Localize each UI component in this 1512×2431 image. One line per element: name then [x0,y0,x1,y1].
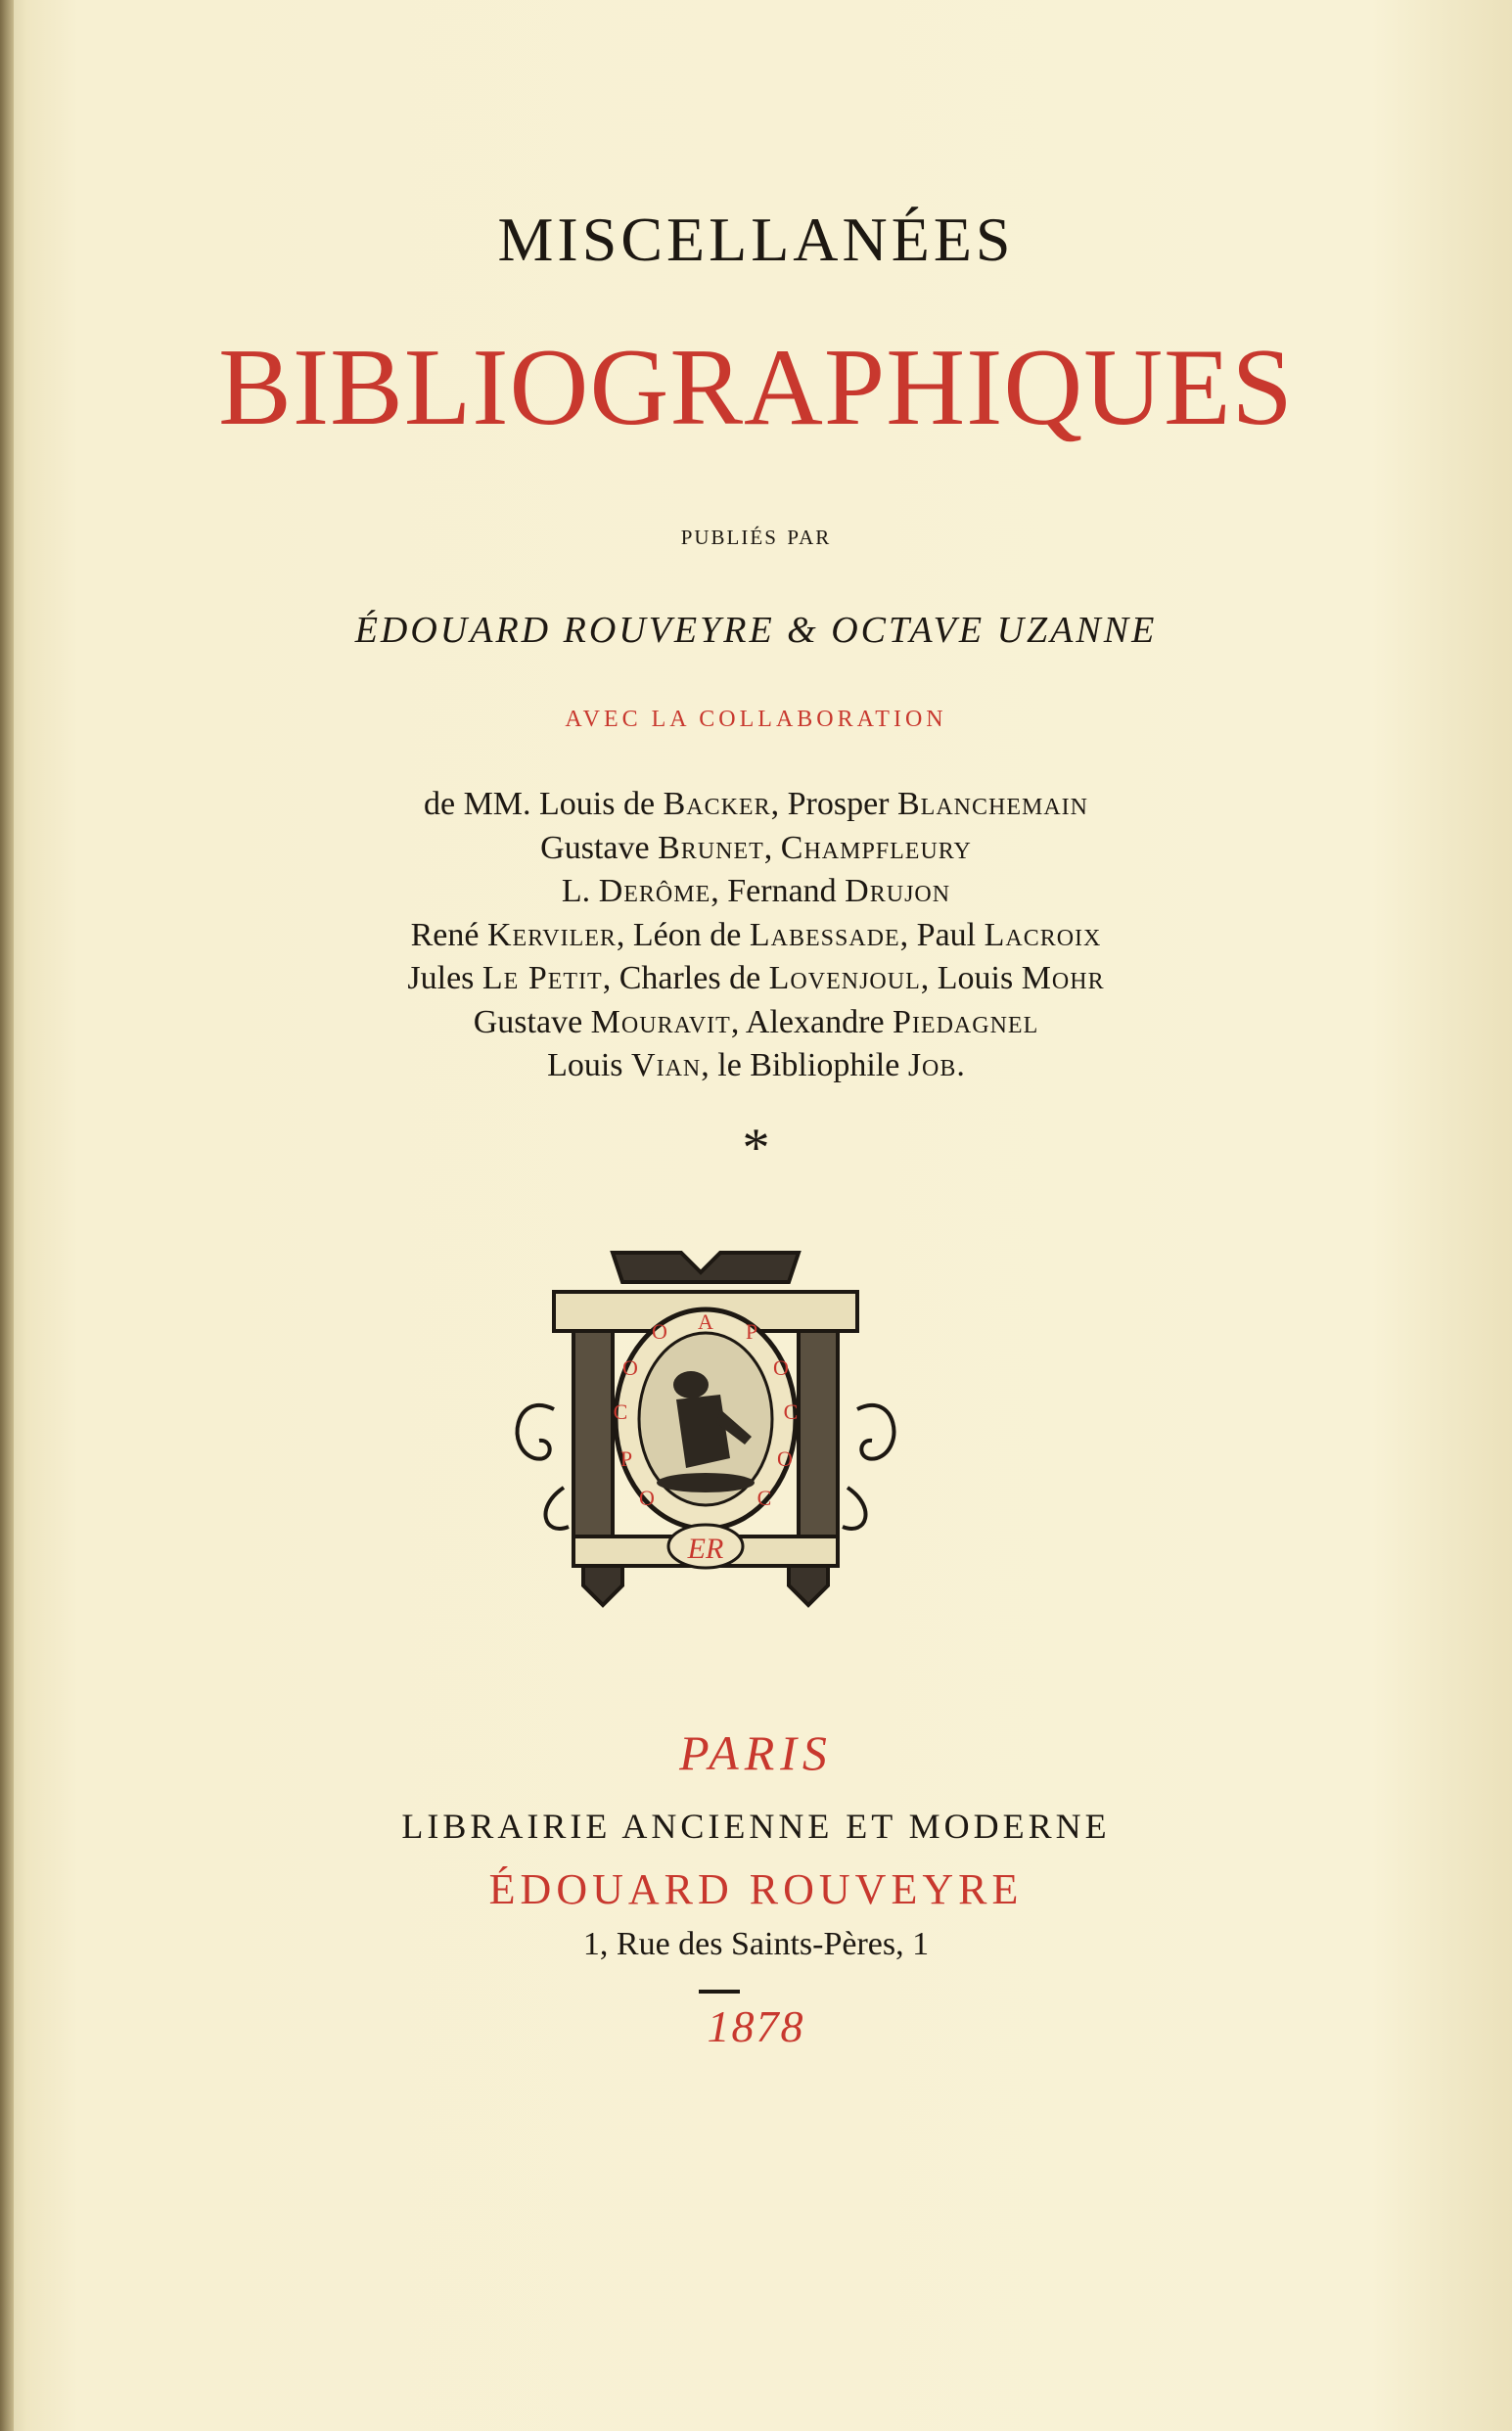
imprint-address: 1, Rue des Saints-Pères, 1 [582,1926,930,1962]
imprint-publisher: ÉDOUARD ROUVEYRE [488,1865,1024,1913]
editors: ÉDOUARD ROUVEYRE & OCTAVE UZANNE [354,610,1158,651]
collaboration-label: AVEC LA COLLABORATION [565,707,947,732]
contributor-line [0,957,1512,1001]
contributor-text: , Prosper [770,786,897,822]
published-by: publiés par [680,519,832,551]
contributor-surname: Le Petit [481,960,603,996]
svg-text:O: O [639,1486,655,1510]
contributor-text: , Léon de [616,916,750,953]
contributor-surname: Piedagnel [893,1003,1039,1040]
svg-text:C: C [783,1399,799,1424]
contributor-text: , Fernand [710,873,846,909]
contributor-text: René [410,916,487,953]
svg-text:P: P [619,1446,633,1471]
contributor-surname: Backer [663,786,771,822]
contributor-surname: Blanchemain [897,786,1088,822]
contributor-text: , le Bibliophile [701,1047,908,1083]
volume-mark: * [742,1118,770,1178]
contributor-text: , [763,829,781,866]
divider-rule [699,1990,740,1994]
svg-text:O: O [622,1355,638,1380]
contributor-surname: Vian [631,1047,702,1083]
contributor-line [0,1044,1512,1088]
imprint-year: 1878 [707,2001,805,2051]
contributor-text: , Louis [920,960,1022,996]
contributor-line [0,914,1512,958]
svg-text:O: O [777,1446,793,1471]
contributor-surname: Job [907,1047,957,1083]
svg-text:P: P [745,1319,758,1344]
contributor-surname: Derôme [598,873,711,909]
contributor-line [0,1001,1512,1045]
svg-text:O: O [652,1319,667,1344]
contributor-surname: Lovenjoul [768,960,921,996]
contributor-text: Gustave [473,1003,591,1040]
title-line-2: BIBLIOGRAPHIQUES [218,327,1294,448]
contributor-line [0,783,1512,827]
contributor-surname: Champfleury [780,829,972,866]
contributor-text: Jules [407,960,482,996]
svg-text:C: C [756,1486,772,1510]
contributor-text: , Charles de [602,960,769,996]
contributor-surname: Drujon [845,873,951,909]
contributor-surname: Labessade [749,916,900,953]
contributor-text: Louis [547,1047,632,1083]
contributor-text: Gustave [540,829,659,866]
svg-text:O: O [773,1355,789,1380]
contributor-surname: Lacroix [984,916,1102,953]
contributor-surname: Brunet [658,829,764,866]
svg-text:C: C [613,1399,628,1424]
contributor-text: , Paul [899,916,985,953]
imprint-city: PARIS [679,1725,833,1780]
contributor-surname: Kerviler [486,916,617,953]
printer-device-emblem [495,1214,916,1634]
svg-text:A: A [698,1309,713,1334]
contributor-line [0,870,1512,914]
contributor-text: de MM. Louis de [423,786,664,822]
contributor-text: L. [561,873,599,909]
title-line-1: MISCELLANÉES [497,205,1015,274]
contributor-surname: Mohr [1021,960,1105,996]
contributors-list [0,783,1512,1088]
contributor-text: . [956,1047,965,1083]
contributor-line [0,827,1512,871]
contributor-text: , Alexandre [730,1003,893,1040]
emblem-monogram: ER [687,1533,724,1565]
contributor-surname: Mouravit [590,1003,731,1040]
imprint-bookshop: LIBRAIRIE ANCIENNE ET MODERNE [401,1807,1111,1846]
